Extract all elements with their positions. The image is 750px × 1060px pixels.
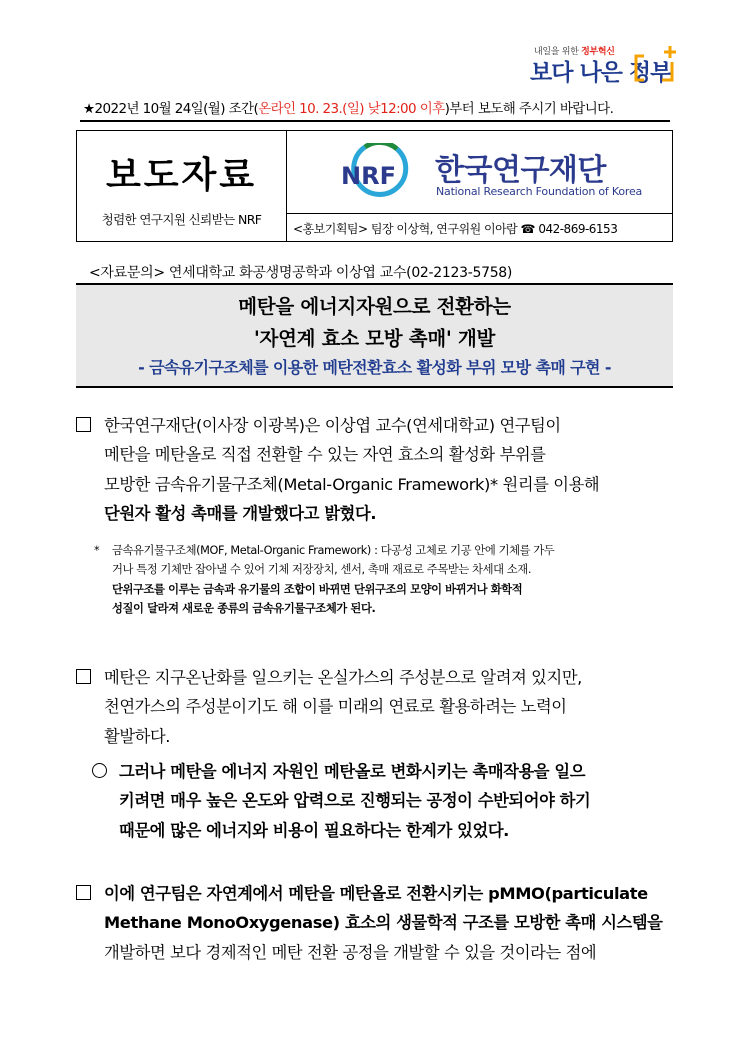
press-release-title: 보도자료 — [105, 155, 258, 196]
paragraph-line: 모방한 금속유기물구조체(Metal-Organic Framework)* 원리를 이용해 — [104, 474, 600, 494]
paragraph-line: 개발하면 보다 경제적인 메탄 전환 공정을 개발할 수 있을 것이라는 점에 — [104, 942, 597, 962]
org-name-kr: 한국연구재단 — [435, 153, 606, 188]
paragraph-line: 메탄은 지구온난화를 일으키는 온실가스의 주성분으로 알려져 있지만, — [104, 668, 582, 687]
nrf-logo-mark: NRF — [341, 162, 396, 190]
org-cell — [287, 131, 672, 241]
divider — [80, 120, 670, 122]
press-header — [76, 130, 673, 242]
checkbox-bullet-icon — [76, 417, 91, 432]
bullet-line: 그러나 메탄을 에너지 자원인 메탄올로 변화시키는 촉매작용을 일으 — [119, 762, 586, 781]
subheadline: - 금속유기구조체를 이용한 메탄전환효소 활성화 부위 모방 촉매 구현 - — [138, 358, 611, 377]
headline-box — [76, 283, 673, 388]
contact-info: <홍보기획팀> 팀장 이상혁, 연구위원 이아람 ☎ 042-869-6153 — [293, 222, 618, 236]
checkbox-bullet-icon — [76, 669, 91, 684]
gov-innovation-logo — [526, 36, 676, 90]
footnote-line: 금속유기물구조체(MOF, Metal-Organic Framework) : 다공성 고체로 기공 안에 기체를 가두 — [112, 544, 555, 557]
paragraph-line: 단원자 활성 촉매를 개발했다고 밝혔다. — [104, 503, 377, 523]
org-name-en: National Research Foundation of Korea — [436, 185, 643, 198]
checkbox-bullet-icon — [76, 885, 91, 900]
paragraph-line: 한국연구재단(이사장 이광복)은 이상엽 교수(연세대학교) 연구팀이 — [104, 416, 561, 435]
embargo-notice: ★2022년 10월 24일(월) 조간(온라인 10. 23.(일) 낮12:00 이후)부터 보도해 주시기 바랍니다. — [83, 101, 614, 117]
paragraph-line: Methane MonoOxygenase) 효소의 생물학적 구조를 모방한 촉매 시스템을 — [104, 913, 663, 933]
plus-bracket-icon — [632, 44, 678, 84]
paragraph-1 — [76, 411, 676, 528]
paragraph-line: 활발하다. — [104, 726, 171, 746]
footnote-line: 성질이 달라져 새로운 종류의 금속유기물구조체가 된다. — [112, 601, 376, 615]
gov-logo-subtitle: 내일을 위한 정부혁신 — [534, 47, 615, 57]
paragraph-line: 메탄을 메탄올로 직접 전환할 수 있는 자연 효소의 활성화 부위를 — [104, 445, 546, 465]
nrf-logo-area — [287, 131, 672, 214]
footnote-marker: * — [94, 544, 100, 557]
footnote — [94, 541, 684, 618]
footnote-line: 거나 특정 기체만 잡아낼 수 있어 기체 저장장치, 센서, 촉매 재료로 주목받는 차세대 소재. — [112, 563, 532, 577]
paragraph-3 — [76, 879, 676, 967]
circle-bullet-icon — [92, 763, 107, 778]
press-title-cell — [77, 131, 287, 241]
sub-bullet-1 — [92, 757, 677, 845]
paragraph-line: 천연가스의 주성분이기도 해 이를 미래의 연료로 활용하려는 노력이 — [104, 697, 567, 717]
paragraph-line: 이에 연구팀은 자연계에서 메탄을 메탄올로 전환시키는 pMMO(particulate — [104, 884, 648, 903]
paragraph-2 — [76, 663, 676, 751]
footnote-line: 단위구조를 이루는 금속과 유기물의 조합이 바뀌면 단위구조의 모양이 바뀌거나 화학적 — [112, 582, 523, 596]
slogan: 청렴한 연구지원 신뢰받는 NRF — [101, 212, 262, 227]
nrf-logo-icon — [335, 143, 427, 203]
headline-line-1: 메탄을 에너지자원으로 전환하는 — [238, 295, 511, 318]
gov-logo-main: 보다 나은 정부 — [530, 60, 672, 86]
bullet-line: 키려면 매우 높은 온도와 압력으로 진행되는 공정이 수반되어야 하기 — [119, 791, 591, 811]
inquiry-contact: <자료문의> 연세대학교 화공생명공학과 이상엽 교수(02-2123-5758) — [89, 265, 513, 281]
bullet-line: 때문에 많은 에너지와 비용이 필요하다는 한계가 있었다. — [119, 820, 509, 840]
headline-line-2: '자연계 효소 모방 촉매' 개발 — [253, 327, 496, 350]
